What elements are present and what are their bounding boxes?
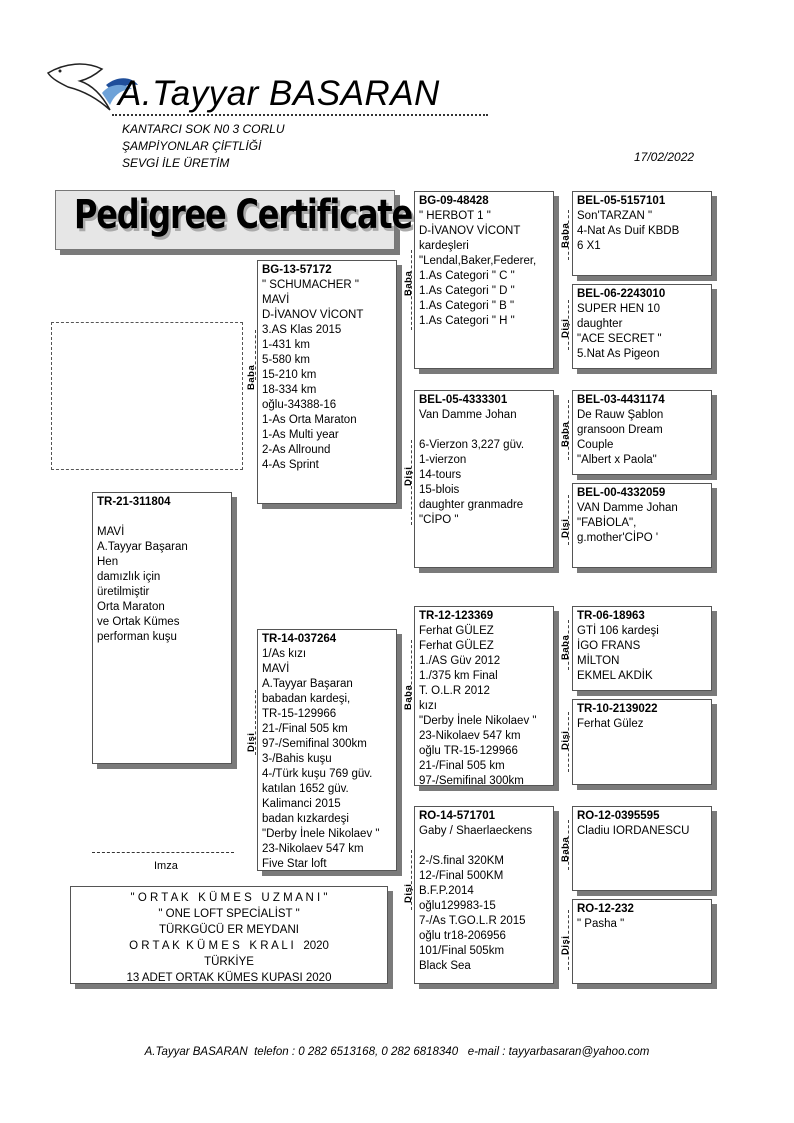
header-underline xyxy=(112,114,488,116)
grandparent-line: 1-vierzon xyxy=(419,454,467,466)
great-grandparent-line: gransoon Dream xyxy=(577,424,663,436)
great-grandparent-line: Cladiu IORDANESCU xyxy=(577,825,690,837)
loft-info-line: TÜRKGÜCÜ ER MEYDANI xyxy=(159,924,299,936)
subject-line: ve Ortak Kümes xyxy=(97,616,180,628)
dam-line: babadan kardeşi, xyxy=(262,693,351,705)
sire-line: 15-210 km xyxy=(262,369,317,381)
great-grandparent-line: g.mother'CİPO ' xyxy=(577,532,659,544)
great-grandparent-box xyxy=(572,806,712,891)
loft-info-line: O R T A K K Ü M E S K R A L I 2020 xyxy=(129,940,329,952)
address: KANTARCI SOK N0 3 CORLU xyxy=(122,122,285,136)
sire-line: D-İVANOV VİCONT xyxy=(262,309,364,321)
grandparent-line: oğlu129983-15 xyxy=(419,900,496,912)
dam-box xyxy=(257,629,397,871)
signature-label: Imza xyxy=(154,860,178,872)
grandparent-line: kızı xyxy=(419,700,437,712)
subject-ring-id: TR-21-311804 xyxy=(97,496,171,508)
grandparent-line xyxy=(419,423,549,438)
dam-line: 1/As kızı xyxy=(262,648,307,660)
label-baba: Baba xyxy=(560,836,571,862)
grandparent-line: B.F.P.2014 xyxy=(419,885,474,897)
great-grandparent-line: " Pasha " xyxy=(577,918,625,930)
great-grandparent-line: Couple xyxy=(577,439,614,451)
label-disi: Dişi xyxy=(246,732,257,752)
great-grandparent-box xyxy=(572,390,712,475)
dam-line: 3-/Bahis kuşu xyxy=(262,753,332,765)
dam-line: 21-/Final 505 km xyxy=(262,723,348,735)
subject-line: performan kuşu xyxy=(97,631,177,643)
sire-line: 2-As Allround xyxy=(262,444,331,456)
great-grandparent-line: daughter xyxy=(577,318,623,330)
great-grandparent-line: "Albert x Paola" xyxy=(577,454,657,466)
grandparent-line: 1.As Categori " B " xyxy=(419,300,515,312)
label-baba: Baba xyxy=(560,634,571,660)
label-baba: Baba xyxy=(403,270,414,296)
dam-line: A.Tayyar Başaran xyxy=(262,678,353,690)
grandparent-ring-id: BEL-05-4333301 xyxy=(419,394,508,406)
grandparent-line: 6-Vierzon 3,227 güv. xyxy=(419,439,525,451)
great-grandparent-box xyxy=(572,899,712,984)
great-grandparent-box xyxy=(572,284,712,369)
sire-line: oğlu-34388-16 xyxy=(262,399,337,411)
dam-line: Kalimanci 2015 xyxy=(262,798,341,810)
grandparent-line xyxy=(419,839,549,854)
dam-line: 23-Nikolaev 547 km xyxy=(262,843,364,855)
sire-box xyxy=(257,260,397,504)
dam-line: MAVİ xyxy=(262,663,290,675)
great-grandparent-box xyxy=(572,699,712,785)
great-grandparent-ring-id: BEL-00-4332059 xyxy=(577,487,666,499)
great-grandparent-line: MİLTON xyxy=(577,655,620,667)
loft-info-line: 13 ADET ORTAK KÜMES KUPASI 2020 xyxy=(126,972,332,984)
grandparent-line: Black Sea xyxy=(419,960,471,972)
grandparent-line: 1.As Categori " H " xyxy=(419,315,515,327)
grandparent-line: "Lendal,Baker,Federer, xyxy=(419,255,537,267)
dam-line: "Derby İnele Nikolaev " xyxy=(262,828,380,840)
grandparent-line: T. O.L.R 2012 xyxy=(419,685,490,697)
grandparent-line: " HERBOT 1 " xyxy=(419,210,491,222)
grandparent-line: 12-/Final 500KM xyxy=(419,870,504,882)
signature-line xyxy=(92,852,234,853)
great-grandparent-ring-id: BEL-05-5157101 xyxy=(577,195,666,207)
great-grandparent-box xyxy=(572,191,712,276)
label-disi: Dişi xyxy=(560,318,571,338)
subject-line: MAVİ xyxy=(97,526,125,538)
grandparent-line: 97-/Semifinal 300km xyxy=(419,775,524,787)
grandparent-ring-id: RO-14-571701 xyxy=(419,810,496,822)
dam-line: Five Star loft xyxy=(262,858,327,870)
grandparent-line: Ferhat GÜLEZ xyxy=(419,625,494,637)
great-grandparent-line: İGO FRANS xyxy=(577,640,641,652)
label-baba: Baba xyxy=(403,684,414,710)
grandparent-box xyxy=(414,191,554,369)
grandparent-line: "Derby İnele Nikolaev " xyxy=(419,715,537,727)
photo-placeholder xyxy=(51,322,243,470)
grandparent-line: oğlu tr18-206956 xyxy=(419,930,506,942)
grandparent-line: Ferhat GÜLEZ xyxy=(419,640,494,652)
dam-line: 4-/Türk kuşu 769 güv. xyxy=(262,768,373,780)
grandparent-ring-id: BG-09-48428 xyxy=(419,195,489,207)
grandparent-line: 101/Final 505km xyxy=(419,945,505,957)
sire-line: 3.AS Klas 2015 xyxy=(262,324,342,336)
loft-info-line: " ONE LOFT SPECİALİST " xyxy=(158,908,300,920)
great-grandparent-line: EKMEL AKDİK xyxy=(577,670,653,682)
grandparent-line: "CİPO " xyxy=(419,514,459,526)
grandparent-line: 15-blois xyxy=(419,484,460,496)
subject-line: Hen xyxy=(97,556,119,568)
grandparent-line: 2-/S.final 320KM xyxy=(419,855,505,867)
loft-info-box xyxy=(70,886,388,984)
great-grandparent-line: "FABİOLA", xyxy=(577,517,637,529)
great-grandparent-line: Son'TARZAN " xyxy=(577,210,653,222)
great-grandparent-ring-id: TR-10-2139022 xyxy=(577,703,658,715)
label-disi: Dişi xyxy=(560,935,571,955)
subject-line: A.Tayyar Başaran xyxy=(97,541,188,553)
great-grandparent-ring-id: TR-06-18963 xyxy=(577,610,645,622)
grandparent-box xyxy=(414,606,554,786)
grandparent-line: 1.As Categori " C " xyxy=(419,270,515,282)
label-disi: Dişi xyxy=(560,518,571,538)
breeder-name: A.Tayyar BASARAN xyxy=(118,74,440,113)
subject-line xyxy=(97,510,227,525)
sire-line: MAVİ xyxy=(262,294,290,306)
grandparent-line: D-İVANOV VİCONT xyxy=(419,225,521,237)
great-grandparent-box xyxy=(572,606,712,691)
great-grandparent-ring-id: RO-12-0395595 xyxy=(577,810,660,822)
great-grandparent-line: VAN Damme Johan xyxy=(577,502,678,514)
grandparent-line: daughter granmadre xyxy=(419,499,524,511)
label-disi: Dişi xyxy=(403,883,414,903)
grandparent-ring-id: TR-12-123369 xyxy=(419,610,494,622)
great-grandparent-ring-id: BEL-03-4431174 xyxy=(577,394,665,406)
great-grandparent-line: 4-Nat As Duif KBDB xyxy=(577,225,680,237)
great-grandparent-ring-id: BEL-06-2243010 xyxy=(577,288,666,300)
grandparent-line: 21-/Final 505 km xyxy=(419,760,505,772)
dam-ring-id: TR-14-037264 xyxy=(262,633,337,645)
sire-ring-id: BG-13-57172 xyxy=(262,264,332,276)
great-grandparent-line: 5.Nat As Pigeon xyxy=(577,348,660,360)
grandparent-line: 1.As Categori " D " xyxy=(419,285,515,297)
grandparent-line: 14-tours xyxy=(419,469,462,481)
grandparent-line: kardeşleri xyxy=(419,240,469,252)
label-baba: Baba xyxy=(246,364,257,390)
great-grandparent-ring-id: RO-12-232 xyxy=(577,903,634,915)
subject-line: Orta Maraton xyxy=(97,601,165,613)
grandparent-line: 23-Nikolaev 547 km xyxy=(419,730,521,742)
dam-line: katılan 1652 güv. xyxy=(262,783,349,795)
sire-line: 1-As Orta Maraton xyxy=(262,414,357,426)
sire-line: 4-As Sprint xyxy=(262,459,319,471)
sire-line: 5-580 km xyxy=(262,354,310,366)
grandparent-line: 1./375 km Final xyxy=(419,670,498,682)
great-grandparent-line: "ACE SECRET " xyxy=(577,333,662,345)
farm-name: ŞAMPİYONLAR ÇİFTLİĞİ xyxy=(122,139,262,153)
label-disi: Dişi xyxy=(403,466,414,486)
label-baba: Baba xyxy=(560,421,571,447)
footer-contact: A.Tayyar BASARAN telefon : 0 282 6513168, 0 282 6818340 e-mail : tayyarbasaran@yahoo.com xyxy=(144,1046,650,1058)
great-grandparent-box xyxy=(572,483,712,568)
dam-line: badan kızkardeşi xyxy=(262,813,349,825)
great-grandparent-line: SUPER HEN 10 xyxy=(577,303,661,315)
dam-line: TR-15-129966 xyxy=(262,708,337,720)
motto: SEVGİ İLE ÜRETİM xyxy=(122,156,230,170)
label-disi: Dişi xyxy=(560,730,571,750)
subject-line: üretilmiştir xyxy=(97,586,150,598)
dam-line: 97-/Semifinal 300km xyxy=(262,738,367,750)
sire-line: 18-334 km xyxy=(262,384,317,396)
great-grandparent-line: De Rauw Şablon xyxy=(577,409,664,421)
grandparent-line: 7-/As T.GO.L.R 2015 xyxy=(419,915,526,927)
grandparent-line: oğlu TR-15-129966 xyxy=(419,745,518,757)
label-baba: Baba xyxy=(560,222,571,248)
loft-info-line: TÜRKİYE xyxy=(204,956,254,968)
loft-info-line: " O R T A K K Ü M E S U Z M A N I " xyxy=(130,892,328,904)
great-grandparent-line: Ferhat Gülez xyxy=(577,718,644,730)
grandparent-box xyxy=(414,390,554,568)
great-grandparent-line: 6 X1 xyxy=(577,240,601,252)
grandparent-line: Van Damme Johan xyxy=(419,409,517,421)
grandparent-line: Gaby / Shaerlaeckens xyxy=(419,825,533,837)
date: 17/02/2022 xyxy=(634,150,695,164)
great-grandparent-line: GTİ 106 kardeşi xyxy=(577,625,659,637)
sire-line: " SCHUMACHER " xyxy=(262,279,359,291)
subject-line: damızlık için xyxy=(97,571,161,583)
page-title: Pedigree Certificate xyxy=(74,192,412,238)
grandparent-box xyxy=(414,806,554,984)
sire-line: 1-431 km xyxy=(262,339,310,351)
sire-line: 1-As Multi year xyxy=(262,429,339,441)
grandparent-line: 1./AS Güv 2012 xyxy=(419,655,501,667)
subject-box xyxy=(92,492,232,764)
